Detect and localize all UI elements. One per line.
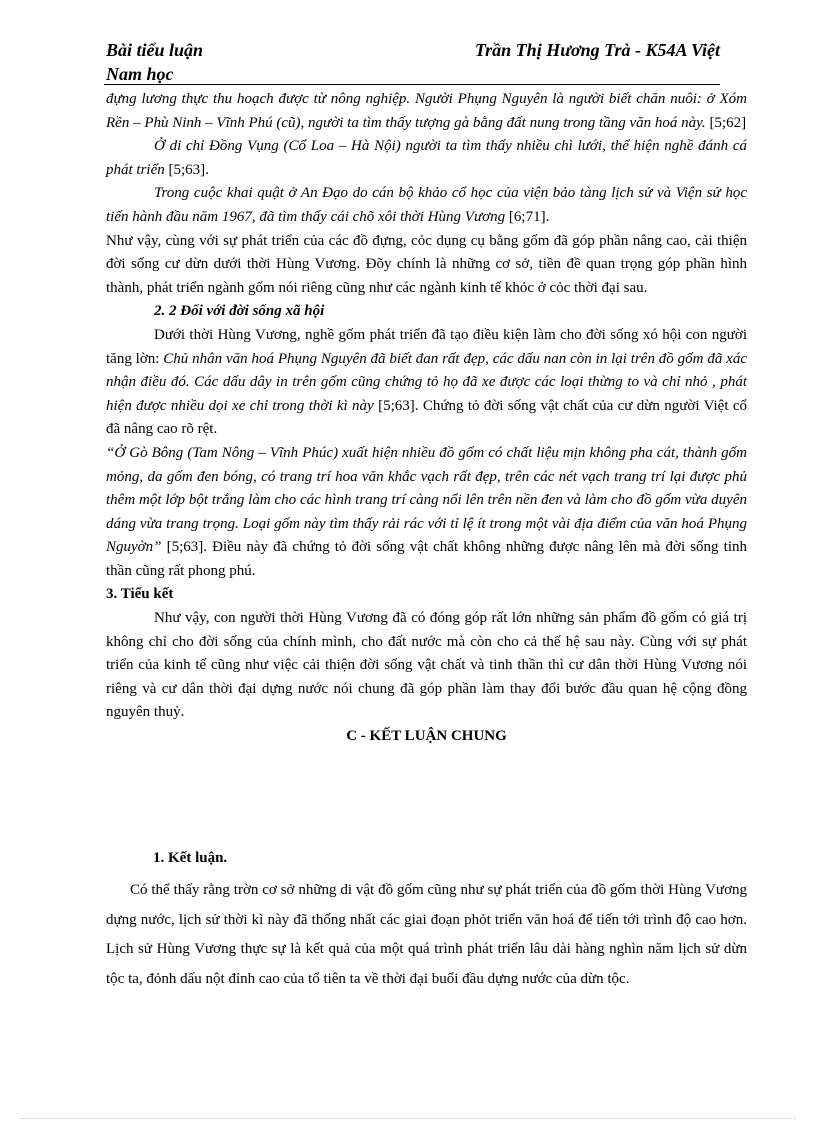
chapter-heading-c: C - KẾT LUẬN CHUNG bbox=[346, 728, 507, 745]
document-body bbox=[106, 88, 747, 749]
page-bottom-border bbox=[20, 1118, 796, 1119]
header-rule bbox=[104, 84, 720, 85]
paragraph-7: Như vậy, con người thời Hùng Vương đã có đóng góp rất lớn những sản phẩm đồ gốm có giá trị không chỉ cho đời sống của chính mình, cho đất nước mà còn cho cả thế hệ sau này. Cùng với sự phát triển của kinh tế cũng như việc cải thiện đời sống vật chất và tinh thần thì cư dân thời Hùng Vương nói riêng và cư dân thời đại dựng nước nói chung đã góp phần làm thay đổi bước đầu quan hệ cộng đồng nguyên thuỷ. bbox=[106, 610, 747, 721]
section-heading-1: 1. Kết luận. bbox=[153, 850, 228, 866]
paragraph-8: Có thể thấy rằng trờn cơ sở những di vật đồ gốm cũng như sự phát triển của đồ gốm thời Hùng Vương dựng nước, lịch sử thời kì này đã thống nhất các giai đoạn phỏt triển văn hoá để tiến tới trình độ cao hơn. Lịch sử Hùng Vương thực sự là kết quả của một quá trình phát triển lâu dài hàng nghìn năm lịch sử dừn tộc ta, đỏnh dấu nột đỉnh cao của tổ tiên ta về thời đại buổi đầu dựng nước của dừn tộc. bbox=[106, 882, 747, 987]
paragraph-4: Như vậy, cùng với sự phát triển của các đồ đựng, cỏc dụng cụ bằng gốm đã góp phần nâng cao, cải thiện đời sống cư dừn dưới thời Hùng Vương. Đõy chính là những cơ sở, tiền đề quan trọng góp phần hình thành, phát triển ngành gốm nói riêng cũng như các ngành kinh tế khỏc ở cỏc thời đại sau. bbox=[106, 232, 747, 296]
paragraph-2: Ở di chỉ Đồng Vụng (Cổ Loa – Hà Nội) người ta tìm thấy nhiều chì lưới, thể hiện nghề đánh cá phát triển [5;63]. bbox=[106, 138, 747, 178]
header-title-left: Bài tiểu luận bbox=[106, 40, 204, 60]
paragraph-3: Trong cuộc khai quật ở An Đạo do cán bộ khảo cổ học của viện bảo tàng lịch sử và Viện sử học tiến hành đầu năm 1967, đã tìm thấy cái chõ xôi thời Hùng Vương [6;71]. bbox=[106, 185, 747, 225]
section-heading-2-2: 2. 2 Đối với đời sống xã hội bbox=[154, 303, 325, 320]
header-author: Trần Thị Hương Trà - K54A Việt bbox=[474, 40, 720, 60]
section-heading-3: 3. Tiểu kết bbox=[106, 586, 174, 603]
paragraph-1: đựng lương thực thu hoạch được từ nông nghiệp. Người Phụng Nguyên là người biết chăn nuôi: ở Xóm Rền – Phù Ninh – Vĩnh Phú (cũ), người ta tìm thấy tượng gà bằng đất nung trong tầng văn hoá này. [5;62] bbox=[106, 91, 747, 131]
header-title-left-line2: Nam học bbox=[106, 64, 174, 84]
paragraph-6: “Ở Gò Bông (Tam Nông – Vĩnh Phúc) xuất hiện nhiều đồ gốm có chất liệu mịn không pha cát, thành gốm mỏng, da gốm đen bóng, có trang trí hoa văn khắc vạch rất đẹp, trên các nét vạch trang trí lại được phủ thêm một lớp bột trắng làm cho các hình trang trí càng nổi lên trên nền đen và làm cho đồ gốm vừa duyên dáng vừa trang trọng. Loại gốm này tìm thấy rải rác với tỉ lệ ít trong một vài địa điểm của văn hoá Phụng Nguyờn” [5;63]. Điều này đã chứng tỏ đời sống vật chất không những được nâng lên mà đời sống tinh thần cũng rất phong phú. bbox=[106, 444, 747, 579]
paragraph-5: Dưới thời Hùng Vương, nghề gốm phát triển đã tạo điều kiện làm cho đời sống xó hội con người tăng lờn: Chủ nhân văn hoá Phụng Nguyên đã biết đan rất đẹp, các dấu nan còn in lại trên đồ gốm đã xác nhận điều đó. Các dấu dây in trên gốm cũng chứng tỏ họ đã xe được các loại thừng to và chỉ nhỏ , phát hiện được nhiều dọi xe chỉ trong thời kì này [5;63]. Chứng tỏ đời sống vật chất của cư dừn người Việt cổ đã nâng cao rõ rệt. bbox=[106, 326, 748, 438]
conclusion-body bbox=[106, 876, 747, 994]
